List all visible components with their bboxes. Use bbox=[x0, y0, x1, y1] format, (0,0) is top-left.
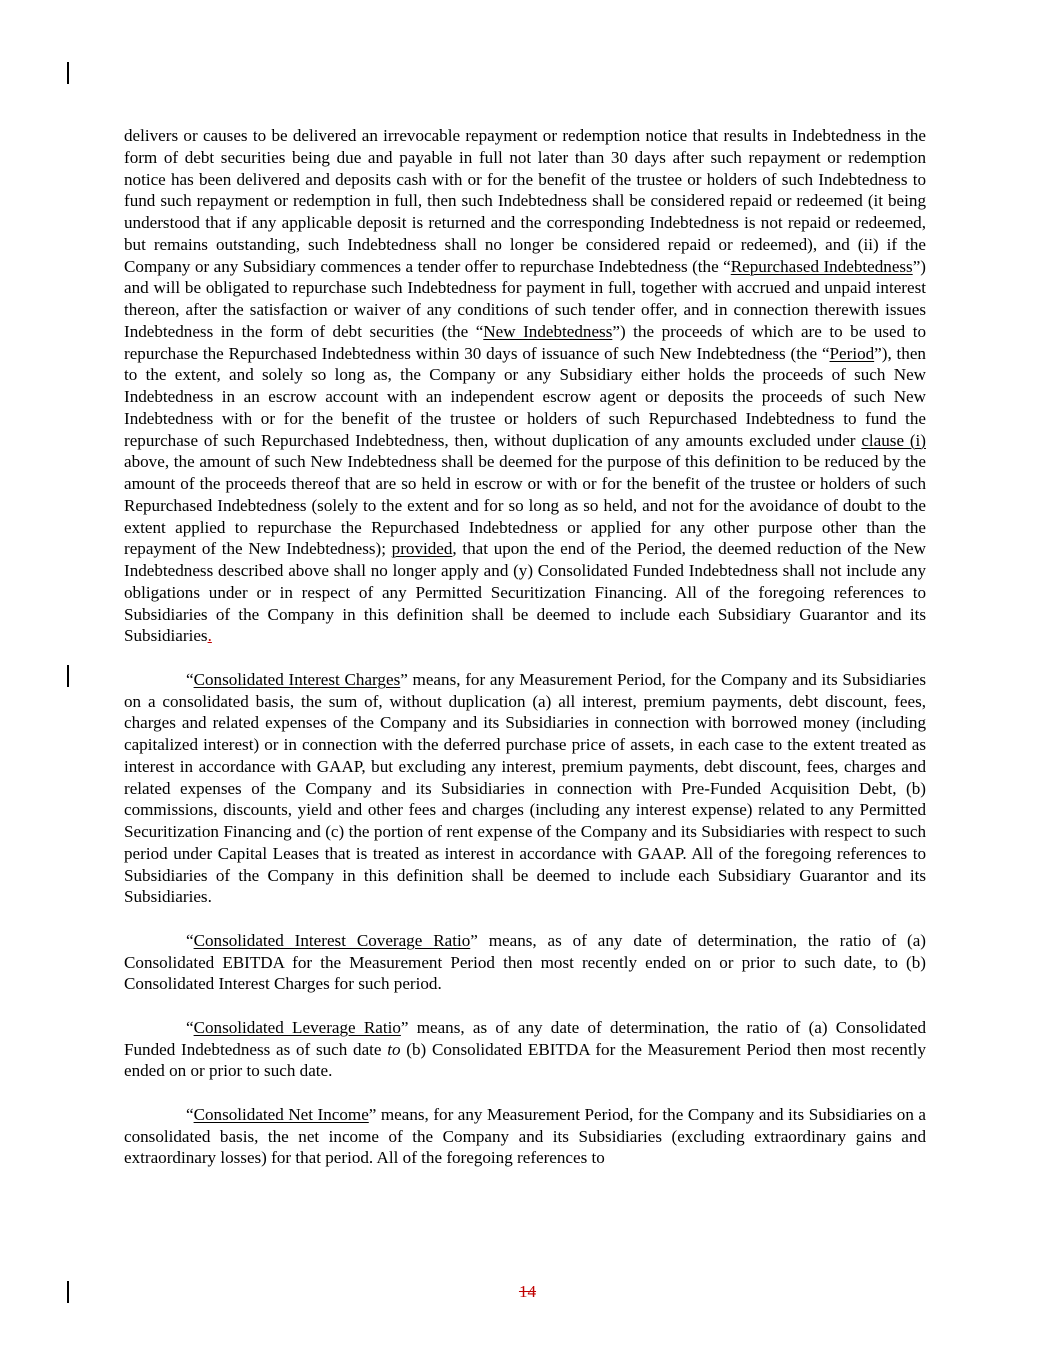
defined-term: provided bbox=[391, 539, 453, 559]
defined-term: Consolidated Interest Coverage Ratio bbox=[193, 930, 471, 950]
change-bar-top bbox=[67, 62, 69, 84]
text-run: ” means, for any Measurement Period, for the Company and its Subsidiaries on a consolidated basis, the sum of, without duplication (a) all interest, premium payments, debt discount, fees, charges and related expenses of the Company and its Subsidiaries in connection with borrowed money (including capitalized interest) or in connection with the deferred purchase price of assets, in each case to the extent treated as interest in accordance with GAAP, but excluding any interest, premium payments, debt discount, fees, charges and related expenses of the Company and its Subsidiaries in connection with Pre-Funded Acquisition Debt, (b) commissions, discounts, yield and other fees and charges (including any interest expense) related to any Permitted Securitization Financing and (c) the portion of rent expense of the Company and its Subsidiaries with respect to such period under Capital Leases that is treated as interest in accordance with GAAP. All of the foregoing references to Subsidiaries of the Company in this definition shall be deemed to include each Subsidiary Guarantor and its Subsidiaries. bbox=[124, 669, 926, 907]
definition-consolidated-interest-charges bbox=[124, 669, 926, 908]
paragraph-continuation bbox=[124, 125, 926, 647]
document-body bbox=[124, 125, 926, 1191]
text-run: ”), then to the extent, and solely so long as, the Company or any Subsidiary either holds the proceeds of such New Indebtedness in an escrow account with an independent escrow agent or deposits the proceeds of such New Indebtedness with or for the benefit of the trustee or holders of such Repurchased Indebtedness to fund the repurchase of such Repurchased Indebtedness, then, without duplication of any amounts excluded under bbox=[124, 343, 926, 450]
definition-consolidated-leverage-ratio bbox=[124, 1017, 926, 1082]
text-run: “ bbox=[186, 1104, 194, 1124]
revision-mark: . bbox=[207, 626, 212, 646]
defined-term: New Indebtedness bbox=[483, 321, 613, 341]
defined-term: Consolidated Net Income bbox=[193, 1104, 369, 1124]
text-run: ”) the proceeds of which are to be used to repurchase the Repurchased Indebtedness within 30 days of issuance of such New Indebtedness (the “ bbox=[124, 321, 926, 363]
text-run: (b) Consolidated EBITDA for the Measurement Period then most recently ended on or prior to such date. bbox=[124, 1039, 926, 1081]
text-run: above, the amount of such New Indebtedness shall be deemed for the purpose of this definition to be reduced by the amount of the proceeds thereof that are so held in escrow or with or for the benefit of the trustee or holders of such Repurchased Indebtedness (solely to the extent and for so long as so held, and not for the avoidance of doubt to the extent applied to repurchase the Repurchased Indebtedness or applied for any other purpose other than the repayment of the New Indebtedness); bbox=[124, 452, 926, 559]
text-run: ”) and will be obligated to repurchase such Indebtedness for payment in full, together with accrued and unpaid interest thereon, after the satisfaction or waiver of any conditions of such tender offer, and in connection therewith issues Indebtedness in the form of debt securities (the “ bbox=[124, 256, 926, 341]
text-run: ” means, for any Measurement Period, for the Company and its Subsidiaries on a consolidated basis, the net income of the Company and its Subsidiaries (excluding extraordinary gains and extraordinary losses) for that period. All of the foregoing references to bbox=[124, 1104, 926, 1168]
defined-term: clause (i) bbox=[861, 430, 926, 450]
change-bar-middle bbox=[67, 665, 69, 687]
defined-term: Repurchased Indebtedness bbox=[730, 256, 913, 276]
defined-term: Consolidated Leverage Ratio bbox=[193, 1017, 401, 1037]
definition-consolidated-interest-coverage-ratio bbox=[124, 930, 926, 995]
text-run: “ bbox=[186, 669, 194, 689]
text-run: ” means, as of any date of determination, the ratio of (a) Consolidated Funded Indebtedness as of such date bbox=[124, 1017, 926, 1059]
defined-term: Period bbox=[829, 343, 875, 363]
italic-text: to bbox=[387, 1039, 401, 1059]
text-run: “ bbox=[186, 930, 194, 950]
text-run: “ bbox=[186, 1017, 194, 1037]
page-number: 14 bbox=[518, 1282, 537, 1301]
text-run: delivers or causes to be delivered an irrevocable repayment or redemption notice that results in Indebtedness in the form of debt securities being due and payable in full not later than 30 days after such repayment or redemption notice has been delivered and deposits cash with or for the benefit of the trustee or holders of such Indebtedness to fund such repayment or redemption in full, then such Indebtedness shall be considered repaid or redeemed (it being understood that if any applicable deposit is returned and the corresponding Indebtedness is not repaid or redeemed, but remains outstanding, such Indebtedness shall no longer be considered repaid or redeemed), and (ii) if the Company or any Subsidiary commences a tender offer to repurchase Indebtedness (the “ bbox=[124, 126, 926, 276]
text-run: , that upon the end of the Period, the deemed reduction of the New Indebtedness described above shall no longer apply and (y) Consolidated Funded Indebtedness shall not include any obligations under or in respect of any Permitted Securitization Financing. All of the foregoing references to Subsidiaries of the Company in this definition shall be deemed to include each Subsidiary Guarantor and its Subsidiaries bbox=[124, 539, 926, 646]
text-run: ” means, as of any date of determination, the ratio of (a) Consolidated EBITDA for the Measurement Period then most recently ended on or prior to such date, to (b) Consolidated Interest Charges for such period. bbox=[124, 930, 926, 994]
definition-consolidated-net-income bbox=[124, 1104, 926, 1169]
defined-term: Consolidated Interest Charges bbox=[193, 669, 401, 689]
